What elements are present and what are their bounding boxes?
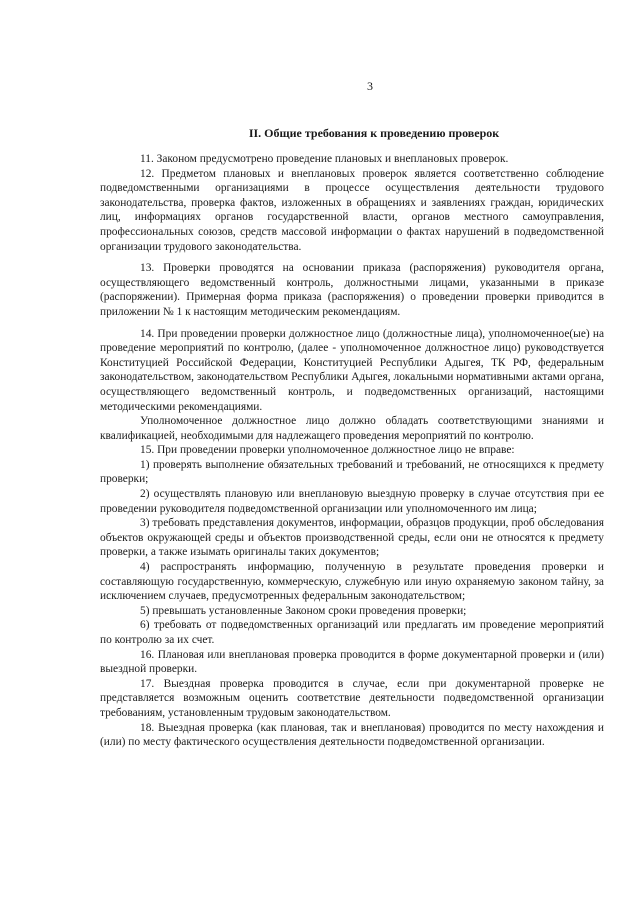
paragraph-13: 13. Проверки проводятся на основании приказа (распоряжения) руководителя органа, осуществляющего ведомственный контроль, должностными лицами, указанными в приказе (распоряжении). Примерная форма приказа (распоряжения) о проведении проверки приводится в приложении № 1 к настоящим методическим рекомендациям. — [100, 262, 604, 318]
paragraph-11: 11. Законом предусмотрено проведение плановых и внеплановых проверок. — [140, 153, 509, 165]
paragraph-15: 15. При проведении проверки уполномоченное должностное лицо не вправе: — [140, 444, 515, 457]
paragraph-14-qualification: Уполномоченное должностное лицо должно обладать соответствующими знаниями и квалификацией, необходимыми для надлежащего проведения мероприятий по контролю. — [100, 415, 604, 442]
paragraph-16: 16. Плановая или внеплановая проверка проводится в форме документарной проверки и (или) выездной проверки. — [100, 648, 604, 676]
page-number: 3 — [367, 79, 373, 93]
paragraph-15-item-5: 5) превышать установленные Законом сроки проведения проверки; — [140, 604, 467, 617]
paragraph-15-item-1: 1) проверять выполнение обязательных требований и требований, не относящихся к предмету проверки; — [100, 458, 604, 486]
paragraph-15-item-4: 4) распространять информацию, полученную в результате проведения проверки и составляющую государственную, коммерческую, служебную или иную охраняемую законом тайну, за исключением случаев, предусмотренных федеральным законодательством; — [100, 561, 604, 603]
document-body — [100, 152, 604, 750]
paragraph-15-item-6: 6) требовать от подведомственных организаций или предлагать им проведение мероприятий по контролю за их счет. — [100, 619, 604, 646]
paragraph-15-item-3: 3) требовать представления документов, информации, образцов продукции, проб обследования объектов окружающей среды и объектов производственной среды, если они не относятся к предмету проверки, а также изымать оригиналы таких документов; — [100, 517, 604, 559]
section-title: II. Общие требования к проведению проверок — [248, 126, 500, 140]
paragraph-14: 14. При проведении проверки должностное лицо (должностные лица), уполномоченное(ые) на проведение мероприятий по контролю, (далее - уполномоченное должностное лицо) руководствуется Конституцией Российской Федерации, Конституцией Республики Адыгея, ТК РФ, федеральным законодательством, законодательством Республики Адыгея, локальными нормативными актами органа, осуществляющего ведомственный контроль, и подведомственных организаций, настоящими методическими рекомендациями. — [100, 327, 604, 413]
paragraph-15-item-2: 2) осуществлять плановую или внеплановую выездную проверку в случае отсутствия при ее проведении руководителя подведомственной организации или уполномоченного им лица; — [100, 488, 604, 515]
paragraph-12: 12. Предметом плановых и внеплановых проверок является соответственно соблюдение подведомственными организациями в процессе осуществления деятельности трудового законодательства, проверка фактов, изложенных в обращениях и заявлениях граждан, юридических лиц, информациях органов государственной власти, органов местного самоуправления, профессиональных союзов, средств массовой информации о фактах нарушений в подведомственной организации трудового законодательства. — [100, 167, 604, 253]
paragraph-17: 17. Выездная проверка проводится в случае, если при документарной проверке не представляется возможным оценить соответствие деятельности подведомственной организации требованиям, установленным трудовым законодательством. — [100, 677, 604, 719]
paragraph-18: 18. Выездная проверка (как плановая, так и внеплановая) проводится по месту нахождения и (или) по месту фактического осуществления деятельности подведомственной организации. — [100, 721, 604, 749]
